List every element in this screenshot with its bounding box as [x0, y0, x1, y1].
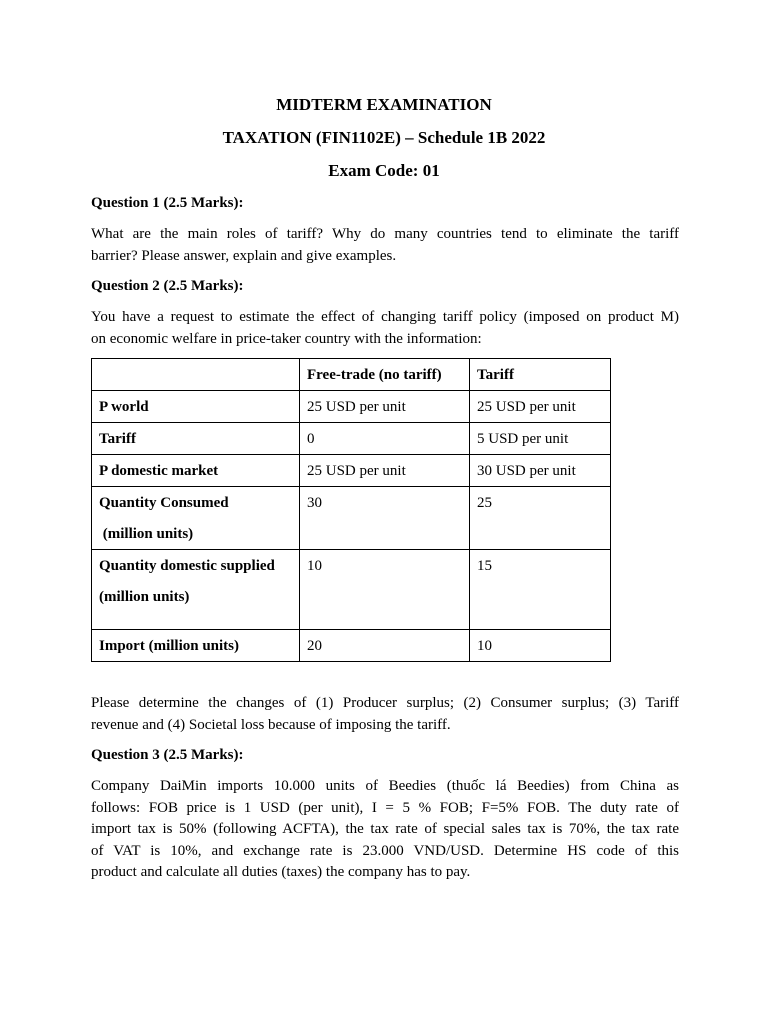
table-row [92, 630, 611, 662]
row-label: P domestic market [92, 455, 300, 487]
question-2-heading: Question 2 (2.5 Marks): [91, 278, 244, 294]
table-row [92, 423, 611, 455]
course-title: TAXATION (FIN1102E) – Schedule 1B 2022 [222, 128, 546, 147]
question-2-intro-line: You have a request to estimate the effect of changing tariff policy (imposed on product M) [91, 309, 679, 325]
free-trade-cell: 25 USD per unit [300, 391, 470, 423]
table-header-row [92, 359, 611, 391]
free-trade-cell: 20 [300, 630, 470, 662]
table-row [92, 550, 611, 630]
exam-title: MIDTERM EXAMINATION [276, 95, 492, 114]
question-1-text [91, 224, 679, 267]
question-2-task-line: Please determine the changes of (1) Producer surplus; (2) Consumer surplus; (3) Tariff [91, 695, 679, 711]
free-trade-cell: 30 [300, 487, 470, 550]
row-label-unit: (million units) [99, 589, 190, 605]
tariff-cell: 25 USD per unit [470, 391, 611, 423]
question-1-heading: Question 1 (2.5 Marks): [91, 195, 244, 211]
question-2-intro [91, 307, 679, 350]
table-row [92, 391, 611, 423]
tariff-cell: 10 [470, 630, 611, 662]
free-trade-cell: 0 [300, 423, 470, 455]
tariff-data-table [91, 358, 611, 662]
row-label-main: Quantity Consumed [99, 495, 229, 511]
table-header-cell [92, 359, 300, 391]
question-2-task [91, 693, 679, 736]
question-2-task-line: revenue and (4) Societal loss because of imposing the tariff. [91, 716, 451, 733]
question-2-intro-line: on economic welfare in price-taker country with the information: [91, 330, 482, 347]
question-3-line: import tax is 50% (following ACFTA), the tax rate of special sales tax is 70%, the tax rate [91, 821, 679, 837]
row-label [92, 550, 300, 630]
table-header-cell: Free-trade (no tariff) [300, 359, 470, 391]
table-row [92, 487, 611, 550]
row-label: P world [92, 391, 300, 423]
question-3-line: follows: FOB price is 1 USD (per unit), I = 5 % FOB; F=5% FOB. The duty rate of [91, 799, 679, 816]
question-1-line: barrier? Please answer, explain and give examples. [91, 247, 397, 264]
table-header-cell: Tariff [470, 359, 611, 391]
row-label: Import (million units) [92, 630, 300, 662]
question-3-text [91, 776, 679, 884]
question-3-line: product and calculate all duties (taxes) the company has to pay. [91, 864, 471, 880]
exam-code: Exam Code: 01 [328, 161, 440, 180]
question-3-heading: Question 3 (2.5 Marks): [91, 747, 244, 763]
row-label [92, 487, 300, 550]
row-label-main: Quantity domestic supplied [99, 558, 275, 574]
tariff-cell: 30 USD per unit [470, 455, 611, 487]
free-trade-cell: 10 [300, 550, 470, 630]
question-1-line: What are the main roles of tariff? Why do many countries tend to eliminate the tariff [91, 226, 679, 242]
row-label-unit: (million units) [99, 526, 194, 542]
tariff-cell: 25 [470, 487, 611, 550]
free-trade-cell: 25 USD per unit [300, 455, 470, 487]
table-row [92, 455, 611, 487]
question-3-line: Company DaiMin imports 10.000 units of Beedies (thuốc lá Beedies) from China as [91, 778, 679, 794]
tariff-cell: 15 [470, 550, 611, 630]
question-3-line: of VAT is 10%, and exchange rate is 23.000 VND/USD. Determine HS code of this [91, 842, 679, 859]
tariff-cell: 5 USD per unit [470, 423, 611, 455]
row-label: Tariff [92, 423, 300, 455]
